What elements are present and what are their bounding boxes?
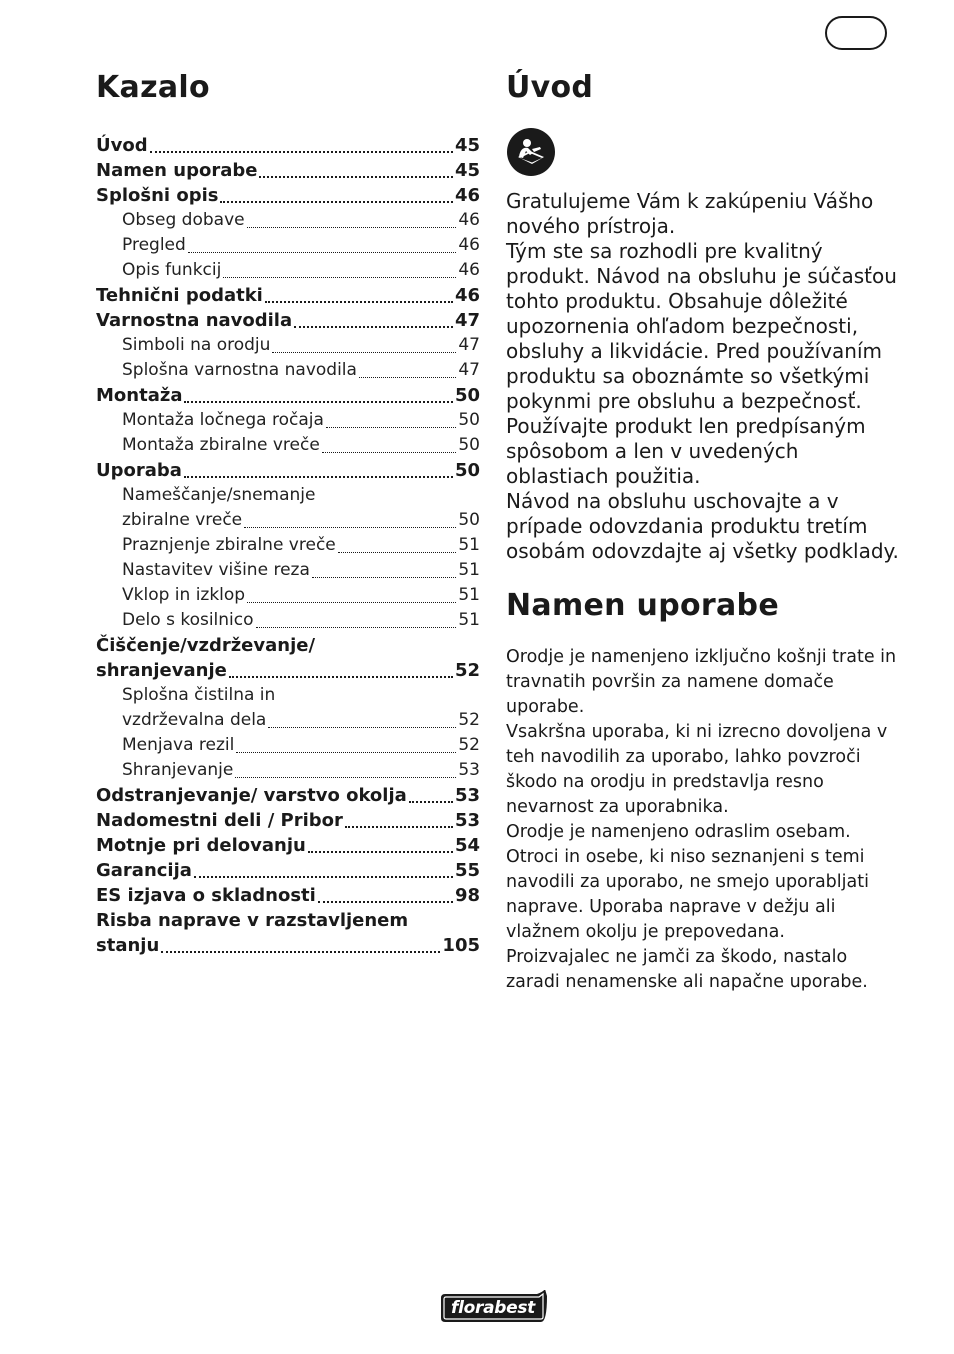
toc-entry-label: Garancija xyxy=(96,860,192,881)
toc-entry xyxy=(96,560,480,585)
toc-entry xyxy=(96,335,480,360)
toc-dot-leader xyxy=(345,825,453,828)
toc-entry xyxy=(96,210,480,235)
toc-entry-page: 45 xyxy=(454,135,480,156)
toc-entry xyxy=(96,160,480,185)
toc-entry-label: Motnje pri delovanju xyxy=(96,835,306,856)
toc-entry-label: stanju xyxy=(96,935,160,956)
intro-paragraph: Gratulujeme Vám k zakúpeniu Vášho nového prístroja. xyxy=(506,189,874,238)
toc-entry-page: 50 xyxy=(458,435,480,455)
toc-entry-label: Úvod xyxy=(96,135,148,156)
toc-entry xyxy=(96,885,480,910)
toc-entry-page: 51 xyxy=(458,585,480,605)
toc-entry-label: Simboli na orodju xyxy=(122,335,271,355)
toc-entry-label: Montaža zbiralne vreče xyxy=(122,435,320,455)
toc-list xyxy=(96,135,480,960)
read-manual-icon xyxy=(506,127,556,177)
toc-entry-label: Varnostna navodila xyxy=(96,310,293,331)
toc-dot-leader xyxy=(244,526,456,528)
intro-title: Úvod xyxy=(506,70,594,105)
toc-entry-label: Montaža ločnega ročaja xyxy=(122,410,324,430)
toc-entry-page: 55 xyxy=(454,860,480,881)
toc-dot-leader xyxy=(247,601,456,603)
toc-entry-label: Splošna čistilna in xyxy=(122,685,276,705)
toc-entry-label: Nadomestni deli / Pribor xyxy=(96,810,343,831)
toc-entry-page: 47 xyxy=(458,335,480,355)
toc-entry-label: Shranjevanje xyxy=(122,760,234,780)
toc-dot-leader xyxy=(359,376,456,378)
toc-entry-label: Delo s kosilnico xyxy=(122,610,254,630)
toc-entry-label: Splošna varnostna navodila xyxy=(122,360,357,380)
toc-entry xyxy=(96,810,480,835)
toc-entry-label: Montaža xyxy=(96,385,183,406)
toc-dot-leader xyxy=(326,426,456,428)
content-column xyxy=(506,70,906,995)
toc-entry-label: Pregled xyxy=(122,235,186,255)
toc-entry xyxy=(96,235,480,260)
language-badge xyxy=(825,16,887,50)
toc-dot-leader xyxy=(308,850,453,853)
toc-dot-leader xyxy=(161,950,440,953)
namen-paragraph: Orodje je namenjeno izključno košnji trate in travnatih površin za namene domače uporabe. xyxy=(506,647,897,717)
toc-entry-label: shranjevanje xyxy=(96,660,227,681)
toc-dot-leader xyxy=(194,875,453,878)
toc-entry-label: Odstranjevanje/ varstvo okolja xyxy=(96,785,407,806)
logo-text: florabest xyxy=(450,1298,535,1318)
toc-dot-leader xyxy=(265,300,453,303)
toc-entry-label: vzdrževalna dela xyxy=(122,710,267,730)
toc-dot-leader xyxy=(272,351,456,353)
toc-entry xyxy=(96,435,480,460)
toc-entry xyxy=(96,360,480,385)
toc-entry xyxy=(96,410,480,435)
toc-entry-label: Risba naprave v razstavljenem xyxy=(96,910,409,931)
toc-entry xyxy=(96,285,480,310)
toc-entry-page: 53 xyxy=(454,785,480,806)
toc-entry-label: Tehnični podatki xyxy=(96,285,263,306)
toc-dot-leader xyxy=(318,900,453,903)
toc-dot-leader xyxy=(268,726,456,728)
toc-dot-leader xyxy=(236,751,456,753)
toc-entry-page: 50 xyxy=(458,410,480,430)
namen-paragraph: Orodje je namenjeno odraslim osebam. Otroci in osebe, ki niso seznanjeni s temi navodili za uporabo, ne smejo uporabljati naprave. Uporaba naprave v dežju ali vlažnem okolju je prepovedana. xyxy=(506,822,869,942)
toc-entry-page: 46 xyxy=(458,235,480,255)
toc-dot-leader xyxy=(223,276,456,278)
toc-entry xyxy=(96,635,480,660)
toc-dot-leader xyxy=(150,150,453,153)
namen-title: Namen uporabe xyxy=(506,588,779,623)
toc-entry-page: 47 xyxy=(454,310,480,331)
toc-entry xyxy=(96,585,480,610)
toc-entry-page: 51 xyxy=(458,610,480,630)
toc-entry-label: Praznjenje zbiralne vreče xyxy=(122,535,336,555)
toc-entry xyxy=(96,510,480,535)
toc-entry-page: 98 xyxy=(454,885,480,906)
toc-entry xyxy=(96,310,480,335)
toc-entry xyxy=(96,660,480,685)
toc-entry-label: Menjava rezil xyxy=(122,735,235,755)
toc-column xyxy=(96,70,480,960)
toc-entry-label: Splošni opis xyxy=(96,185,219,206)
toc-entry-label: Opis funkcij xyxy=(122,260,222,280)
toc-entry-page: 46 xyxy=(458,260,480,280)
toc-entry xyxy=(96,935,480,960)
toc-dot-leader xyxy=(188,251,457,253)
toc-dot-leader xyxy=(256,626,457,628)
namen-paragraph: Vsakršna uporaba, ki ni izrecno dovoljena v teh navodilih za uporabo, lahko povzroči škodo na orodju in predstavlja resno nevarnost za uporabnika. xyxy=(506,722,888,817)
toc-entry xyxy=(96,835,480,860)
intro-paragraph: Návod na obsluhu uschovajte a v prípade odovzdania produktu tretím osobám odovzdajte aj všetky podklady. xyxy=(506,489,899,563)
toc-dot-leader xyxy=(235,776,456,778)
toc-entry xyxy=(96,535,480,560)
toc-entry-page: 45 xyxy=(454,160,480,181)
toc-dot-leader xyxy=(409,800,453,803)
toc-dot-leader xyxy=(259,175,453,178)
toc-entry-page: 46 xyxy=(454,285,480,306)
toc-entry-label: Nameščanje/snemanje xyxy=(122,485,316,505)
toc-dot-leader xyxy=(294,325,453,328)
toc-entry-page: 50 xyxy=(458,510,480,530)
toc-entry-page: 51 xyxy=(458,535,480,555)
toc-dot-leader xyxy=(312,576,456,578)
intro-paragraph: Tým ste sa rozhodli pre kvalitný produkt. Návod na obsluhu je súčasťou tohto produktu. Obsahuje dôležité upozornenia ohľadom bezpečnosti, obsluhy a likvidácie. Pred používaním produktu sa oboznámte so všetkými pokynmi pre obsluhu a bezpečnosť. Používajte produkt len predpísaným spôsobom a len v uvedených oblastiach použitia. xyxy=(506,239,897,488)
toc-entry-page: 50 xyxy=(454,460,480,481)
intro-text xyxy=(506,189,906,564)
toc-entry-page: 52 xyxy=(458,735,480,755)
toc-entry-page: 50 xyxy=(454,385,480,406)
toc-entry-page: 53 xyxy=(458,760,480,780)
toc-dot-leader xyxy=(247,226,457,228)
toc-dot-leader xyxy=(229,675,453,678)
namen-paragraph: Proizvajalec ne jamči za škodo, nastalo zaradi nenamenske ali napačne uporabe. xyxy=(506,947,868,992)
toc-entry-label: zbiralne vreče xyxy=(122,510,243,530)
toc-entry xyxy=(96,610,480,635)
toc-entry-page: 54 xyxy=(454,835,480,856)
toc-title: Kazalo xyxy=(96,70,210,105)
toc-entry xyxy=(96,185,480,210)
florabest-logo xyxy=(437,1290,549,1326)
toc-entry xyxy=(96,760,480,785)
toc-dot-leader xyxy=(220,200,452,203)
toc-entry-label: Uporaba xyxy=(96,460,182,481)
toc-entry xyxy=(96,260,480,285)
toc-dot-leader xyxy=(184,400,452,403)
toc-entry xyxy=(96,385,480,410)
toc-entry xyxy=(96,785,480,810)
toc-entry xyxy=(96,860,480,885)
toc-dot-leader xyxy=(322,451,457,453)
toc-entry xyxy=(96,460,480,485)
toc-entry-page: 51 xyxy=(458,560,480,580)
toc-entry-label: Namen uporabe xyxy=(96,160,258,181)
toc-entry-page: 46 xyxy=(454,185,480,206)
toc-entry xyxy=(96,685,480,710)
toc-entry-label: Obseg dobave xyxy=(122,210,245,230)
toc-entry-label: Nastavitev višine reza xyxy=(122,560,310,580)
toc-entry-label: Čiščenje/vzdrževanje/ xyxy=(96,635,316,656)
toc-entry-page: 105 xyxy=(442,935,480,956)
toc-entry-label: ES izjava o skladnosti xyxy=(96,885,316,906)
toc-entry xyxy=(96,135,480,160)
toc-entry xyxy=(96,735,480,760)
namen-text xyxy=(506,645,906,995)
toc-entry-page: 47 xyxy=(458,360,480,380)
toc-dot-leader xyxy=(184,475,453,478)
toc-entry-page: 52 xyxy=(454,660,480,681)
toc-entry xyxy=(96,485,480,510)
toc-entry-page: 53 xyxy=(454,810,480,831)
toc-entry xyxy=(96,710,480,735)
toc-entry xyxy=(96,910,480,935)
toc-dot-leader xyxy=(338,551,457,553)
toc-entry-page: 52 xyxy=(458,710,480,730)
toc-entry-label: Vklop in izklop xyxy=(122,585,246,605)
toc-entry-page: 46 xyxy=(458,210,480,230)
